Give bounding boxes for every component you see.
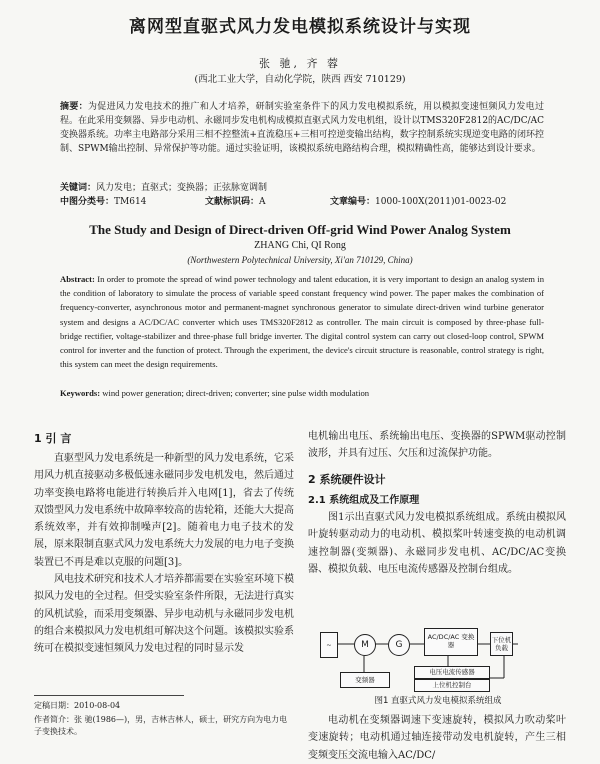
paper-title-en: The Study and Design of Direct-driven Off-grid Wind Power Analog System (89, 222, 511, 237)
right-column-text (308, 428, 566, 578)
abstract-en-text: In order to promote the spread of wind power technology and talent education, it is very important to design an analog system in the condition of laboratory to simulate the process of variable speed constant frequency wind power. The paper makes the combination of frequency-converter, asynchronous motor and permanent-magnet synchronous generator to simulate direct-driven wind turbine generator system and designs a AC/DC/AC converter which uses TMS320F2812 as controller. The main circuit is composed by three-phase full-bridge rectifier, voltage-stabilizer and three-phase full bridge inverter. The digital control system can carry out closed-loop control, SPWM control for inverter and the function of protect. Through the experiment, the device's circuit structure is reasonable, control strategy is right, this system can meet the design requirements. (60, 274, 544, 370)
section2-after-figure: 电动机在变频器调速下变速旋转，模拟风力吹动桨叶变速旋转；电动机通过轴连接带动发电机旋转，产生三相变频变压交流电输入AC/DC/ (308, 715, 566, 761)
figure1-diagram (318, 616, 558, 692)
motor-symbol: M (354, 634, 376, 656)
section2-heading: 2 系统硬件设计 (308, 472, 386, 486)
affiliation-en: (Northwestern Polytechnical University, Xi'an 710129, China) (187, 255, 413, 265)
abstract-cn-label: 摘要： (60, 102, 88, 112)
section2-paragraph: 图1示出直驱式风力发电模拟系统组成。系统由模拟风叶旋转驱动动力的电动机、模拟桨叶转速变换的电动机调速控制器(变频器)、永磁同步发电机、AC/DC/AC变换器、模拟负载、电压电流传感器及控制台组成。 (308, 512, 566, 576)
keywords-cn-label: 关键词： (60, 183, 97, 193)
abstract-cn (60, 100, 544, 156)
doc-code-label: 文献标识码： (205, 197, 260, 207)
authors-cn: 张 驰, 齐 蓉 (259, 57, 341, 70)
abstract-en (60, 272, 544, 371)
article-number (330, 194, 506, 207)
abstract-cn-text: 为促进风力发电技术的推广和人才培养，研制实验室条件下的风力发电模拟系统，用以模拟变速恒频风力发电过程。在此采用变频器、异步电动机、永磁同步发电机构成模拟直驱式风力发电机组，设计以TMS320F2812的AC/DC/AC变换器系统。功率主电路部分采用三相不控整流+直流稳压+三相可控逆变输出结构，数字控制系统实现逆变电路的闭环控制、SPWM输出控制、异常保护等功能。通过实验证明，该模拟系统电路结构合理，模拟精确性高，能够达到设计要求。 (60, 102, 544, 154)
abstract-en-label: Abstract: (60, 274, 95, 284)
figure1-caption: 图1 直驱式风力发电模拟系统组成 (374, 696, 502, 706)
clc-number (60, 194, 146, 207)
vfd-block: 变频器 (340, 672, 390, 688)
clc-label: 中图分类号： (60, 197, 115, 207)
keywords-cn-text: 风力发电；直驱式；变换器；正弦脉宽调制 (96, 183, 268, 193)
converter-block: AC/DC/AC 变换器 (424, 628, 478, 656)
generator-symbol: G (388, 634, 410, 656)
keywords-en-label: Keywords: (60, 388, 101, 398)
section2-subheading: 2.1 系统组成及工作原理 (308, 494, 420, 506)
wind-input-block: ~ (320, 632, 338, 658)
controller-block: 上位机控制台 (414, 679, 490, 692)
section1-body (34, 450, 294, 658)
keywords-cn (60, 180, 544, 193)
sensor-block: 电压电流传感器 (414, 666, 490, 679)
paper-title-cn: 离网型直驱式风力发电模拟系统设计与实现 (129, 17, 471, 37)
doc-code (205, 194, 266, 207)
doc-code-value: A (259, 197, 266, 207)
right-intro: 电机输出电压、系统输出电压、变换器的SPWM驱动控制波形，并具有过压、欠压和过流保护功能。 (308, 431, 566, 460)
load-block: 下位机负载 (490, 632, 513, 656)
authors-en: ZHANG Chi, QI Rong (254, 240, 346, 251)
footnote-rule (34, 695, 184, 696)
section1-heading: 1 引 言 (34, 432, 72, 445)
article-no-value: 1000-100X(2011)01-0023-02 (375, 197, 507, 207)
article-no-label: 文章编号： (330, 197, 376, 207)
section1-paragraph: 风电技术研究和技术人才培养都需要在实验室环境下模拟风力发电的全过程。但受实验室条件所限，无法进行真实的风机试验，而采用变频器、异步电动机与永磁同步发电机的组合来模拟风力发电机组可解决这个问题。该模拟实验系统可在模拟变速恒频风力发电过程的同时显示发 (34, 574, 294, 655)
footnote-received: 定稿日期：2010-08-04 (34, 701, 121, 710)
keywords-en (60, 388, 544, 398)
clc-value: TM614 (114, 197, 147, 207)
affiliation-cn: (西北工业大学，自动化学院，陕西 西安 710129) (194, 74, 406, 85)
section1-paragraph: 直驱型风力发电系统是一种新型的风力发电系统，它采用风力机直接驱动多极低速永磁同步发电机发电，然后通过功率变换电路将电能进行转换后并入电网[1]，省去了传统双馈型风力发电系统中故障率较高的齿轮箱，还能大大提高系统效率，并有效抑制噪声[2]。随着电力电子技术的发展，原来限制直驱式风力发电系统大力发展的电力电子变换装置已不再是难以克服的问题[3]。 (34, 453, 294, 568)
keywords-en-text: wind power generation; direct-driven; converter; sine pulse width modulation (102, 388, 370, 398)
footnote-author-info: 作者简介：张 驰(1986—)，男，吉林吉林人，硕士，研究方向为电力电子变换技术。 (34, 715, 288, 736)
